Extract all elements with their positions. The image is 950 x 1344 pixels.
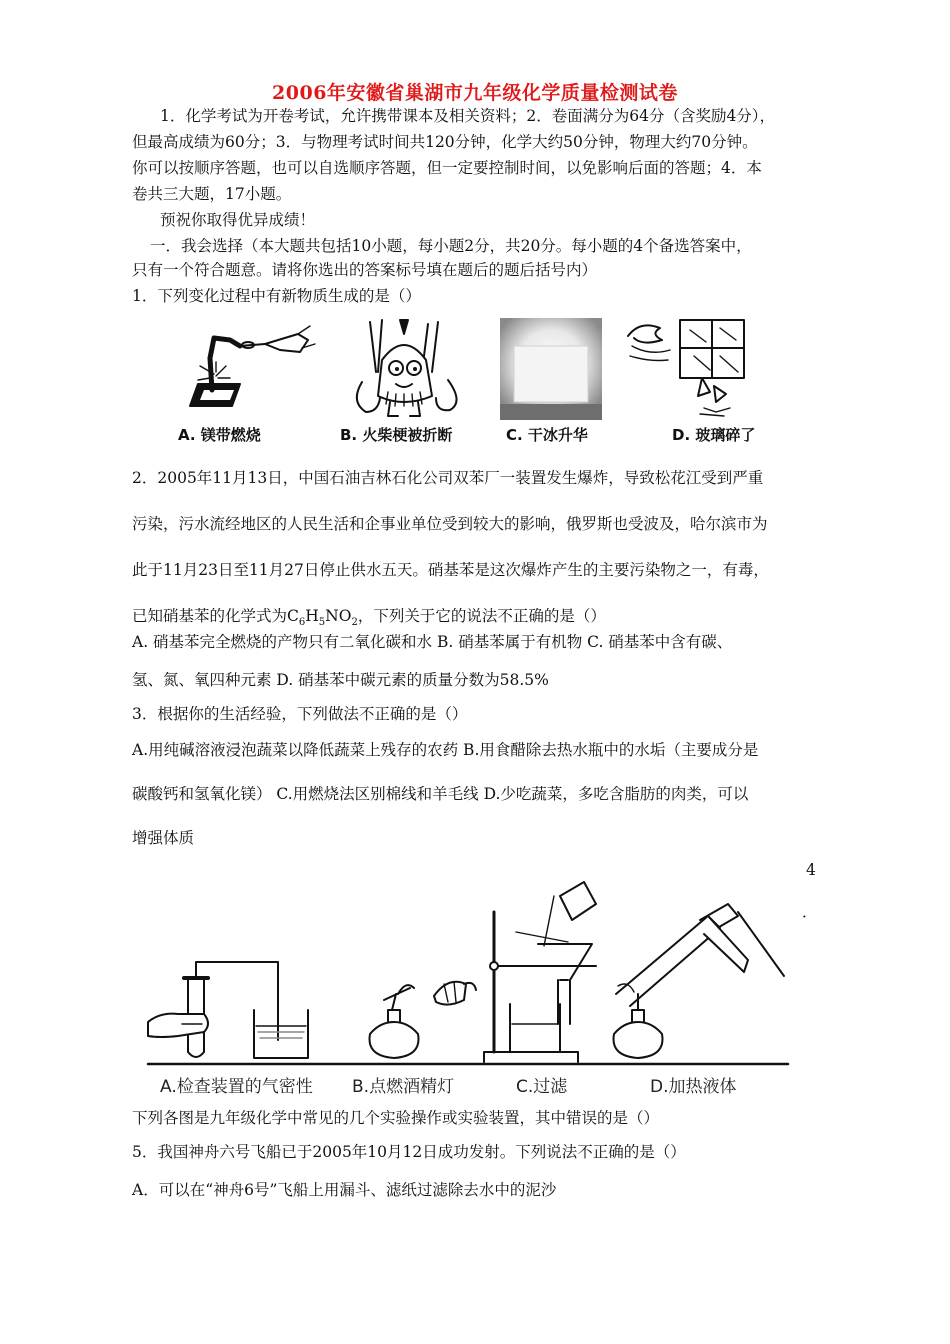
q2-line-2: 污染，污水流经地区的人民生活和企事业单位受到较大的影响，俄罗斯也受波及，哈尔滨市为 xyxy=(132,515,768,533)
q1-option-a: A. 镁带燃烧 xyxy=(178,426,261,444)
q4-label-c: C.过滤 xyxy=(516,1077,568,1097)
intro-line-2: 但最高成绩为60分；3．与物理考试时间共120分钟，化学大约50分钟，物理大约70分钟。 xyxy=(132,133,758,151)
section1-line-2: 只有一个符合题意。请将你选出的答案标号填在题后的题后括号内） xyxy=(132,261,598,279)
q2-subscript-2: 2 xyxy=(351,617,358,629)
q1-stem: 1．下列变化过程中有新物质生成的是（） xyxy=(132,287,421,305)
q1-option-d: D. 玻璃碎了 xyxy=(672,426,756,444)
intro-line-3: 你可以按顺序答题，也可以自选顺序答题，但一定要控制时间，以免影响后面的答题；4．本 xyxy=(132,159,762,177)
q4-label-d: D.加热液体 xyxy=(650,1077,737,1097)
q2-subscript-6: 6 xyxy=(298,617,306,629)
q1-figure-a-magnesium-burning xyxy=(170,318,320,418)
q3-line-3: 碳酸钙和氢氧化镁） C.用燃烧法区别棉线和羊毛线 D.少吃蔬菜，多吃含脂肪的肉类，可以 xyxy=(132,785,749,803)
q4-stem: 下列各图是九年级化学中常见的几个实验操作或实验装置，其中错误的是（） xyxy=(132,1109,660,1127)
q3-line-2: A.用纯碱溶液浸泡蔬菜以降低蔬菜上残存的农药 B.用食醋除去热水瓶中的水垢（主要成分是 xyxy=(132,741,759,759)
q2-options-line-1: A. 硝基苯完全燃烧的产物只有二氧化碳和水 B. 硝基苯属于有机物 C. 硝基苯中含有碳、 xyxy=(132,633,733,651)
q5-option-a: A．可以在“神舟6号”飞船上用漏斗、滤纸过滤除去水中的泥沙 xyxy=(132,1181,557,1199)
q1-figure-b-matchstick xyxy=(340,312,470,422)
q2-formula-no: NO xyxy=(325,607,352,625)
q3-stem: 3．根据你的生活经验，下列做法不正确的是（） xyxy=(132,705,468,723)
q4-number: 4 xyxy=(806,861,816,879)
q2-line-4-part-1: 已知硝基苯的化学式为C xyxy=(132,607,299,625)
q4-label-a: A.检查装置的气密性 xyxy=(160,1077,313,1097)
q4-number-dot: ． xyxy=(802,903,818,921)
section1-line-1: 一．我会选择（本大题共包括10小题，每小题2分，共20分。每小题的4个备选答案中， xyxy=(150,237,752,255)
q1-figure-d-glass-broken xyxy=(620,316,760,420)
q2-subscript-5: 5 xyxy=(318,617,326,629)
intro-line-4: 卷共三大题，17小题。 xyxy=(132,185,292,203)
q1-figure-c-dry-ice xyxy=(500,318,602,420)
intro-line-1: 1．化学考试为开卷考试，允许携带课本及相关资料；2．卷面满分为64分（含奖励4分）， xyxy=(160,107,776,125)
q2-line-1: 2．2005年11月13日，中国石油吉林石化公司双苯厂一装置发生爆炸，导致松花江受到严重 xyxy=(132,469,764,487)
q2-formula-h: H xyxy=(305,607,319,625)
wish-text: 预祝你取得优异成绩！ xyxy=(160,211,316,229)
q1-option-c: C. 干冰升华 xyxy=(506,426,588,444)
exam-title: 2006年安徽省巢湖市九年级化学质量检测试卷 xyxy=(272,82,678,104)
q2-options-line-2: 氢、氮、氧四种元素 D. 硝基苯中碳元素的质量分数为58.5% xyxy=(132,671,549,689)
q2-line-4-part-2: ，下列关于它的说法不正确的是（） xyxy=(357,607,606,625)
q4-label-b: B.点燃酒精灯 xyxy=(352,1077,455,1097)
q2-line-3: 此于11月23日至11月27日停止供水五天。硝基苯是这次爆炸产生的主要污染物之一，有毒， xyxy=(132,561,769,579)
q1-option-b: B. 火柴梗被折断 xyxy=(340,426,453,444)
q4-lab-apparatus-figure xyxy=(148,876,828,1076)
q5-stem: 5．我国神舟六号飞船已于2005年10月12日成功发射。下列说法不正确的是（） xyxy=(132,1143,686,1161)
q3-line-4: 增强体质 xyxy=(132,829,195,847)
